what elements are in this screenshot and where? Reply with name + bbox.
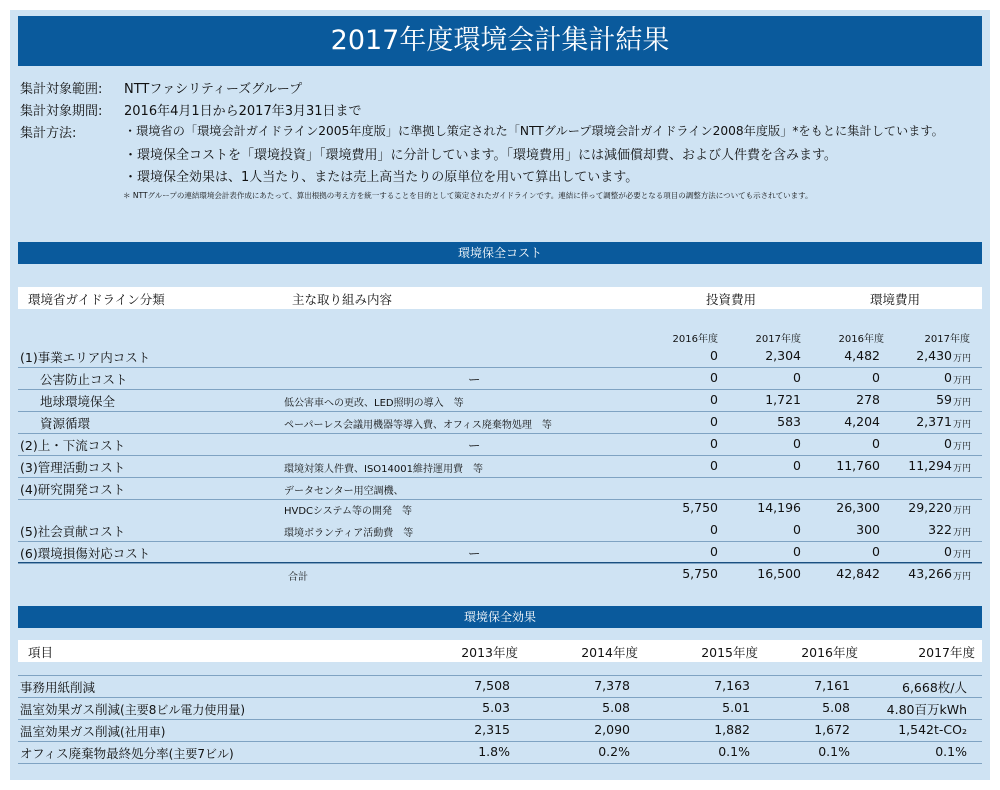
cost-exp-2017: 0 — [944, 544, 952, 559]
cost-content: 環境ボランティア活動費 等 — [284, 528, 414, 539]
cost-content: データセンター用空調機、 — [284, 486, 404, 497]
total-divider — [18, 562, 982, 563]
total-exp-2017: 43,266 — [908, 566, 952, 581]
effect-item — [20, 700, 245, 718]
cost-exp-2017: 0 — [944, 436, 952, 451]
effect-value-y2013: 5.03 — [482, 700, 510, 715]
cost-exp-2016: 278 — [856, 392, 880, 407]
unit-label: 万円 — [953, 464, 972, 474]
cost-inv-2016: 0 — [710, 414, 718, 429]
cost-content: ー — [468, 546, 481, 561]
cost-inv-2016: 0 — [710, 458, 718, 473]
cost-inv-2017: 2,304 — [765, 348, 801, 363]
cost-exp-2017: 322 — [928, 522, 952, 537]
effect-header-row — [18, 640, 982, 662]
cost-exp-2017: 2,430 — [916, 348, 952, 363]
cost-inv-2017: 14,196 — [757, 500, 801, 515]
year-exp-2017: 2017年度 — [924, 334, 970, 345]
environmental-accounting-panel — [10, 10, 990, 780]
cost-content: ー — [468, 372, 481, 387]
cost-inv-2017: 0 — [793, 522, 801, 537]
effect-item-label: 温室効果ガス削減 — [20, 724, 121, 739]
effect-value-y2017: 6,668枚/人 — [902, 680, 967, 695]
total-label: 合計 — [288, 572, 308, 583]
effect-item — [20, 678, 95, 696]
effect-item-sub: (主要7ビル) — [168, 747, 234, 761]
cost-exp-2017: 29,220 — [908, 500, 952, 515]
effect-value-y2017: 4.80百万kWh — [886, 702, 967, 717]
cost-exp-2017: 59 — [936, 392, 952, 407]
header-2016: 2016年度 — [801, 645, 858, 660]
cost-category: 地球環境保全 — [40, 394, 116, 409]
cost-exp-2016: 11,760 — [836, 458, 880, 473]
cost-row-divider — [18, 367, 982, 368]
header-2013: 2013年度 — [461, 645, 518, 660]
cost-category: (5)社会貢献コスト — [20, 524, 126, 539]
cost-row-divider — [18, 541, 982, 542]
unit-label: 万円 — [953, 572, 972, 582]
header-category: 環境省ガイドライン分類 — [28, 292, 165, 307]
effect-value-y2014: 7,378 — [594, 678, 630, 693]
effect-value-y2016: 5.08 — [822, 700, 850, 715]
cost-exp-2017: 2,371 — [916, 414, 952, 429]
effect-value-y2016: 0.1% — [818, 744, 850, 759]
cost-inv-2016: 0 — [710, 348, 718, 363]
cost-inv-2017: 1,721 — [765, 392, 801, 407]
effect-row-divider — [18, 741, 982, 742]
method-line-1: ・環境省の「環境会計ガイドライン2005年度版」に準拠し策定された「NTTグループ環境会計ガイドライン2008年度版」*をもとに集計しています。 — [124, 124, 944, 138]
year-inv-2017: 2017年度 — [755, 334, 801, 345]
header-item: 項目 — [28, 645, 54, 660]
cost-inv-2017: 0 — [793, 544, 801, 559]
cost-inv-2017: 0 — [793, 436, 801, 451]
cost-inv-2017: 0 — [793, 458, 801, 473]
cost-exp-2016: 300 — [856, 522, 880, 537]
method-line-2: ・環境保全コストを「環境投資」「環境費用」に分計しています。「環境費用」には減価償却費、および人件費を含みます。 — [124, 148, 837, 163]
cost-inv-2016: 0 — [710, 392, 718, 407]
effect-item-label: 事務用紙削減 — [20, 680, 96, 695]
cost-exp-2017: 0 — [944, 370, 952, 385]
effect-section-bar: 環境保全効果 — [18, 606, 982, 628]
unit-label: 万円 — [953, 506, 972, 516]
cost-category: (3)管理活動コスト — [20, 460, 126, 475]
cost-header-row — [18, 287, 982, 309]
total-exp-2016: 42,842 — [836, 566, 880, 581]
cost-row-divider — [18, 411, 982, 412]
header-2014: 2014年度 — [581, 645, 638, 660]
effect-value-y2016: 7,161 — [814, 678, 850, 693]
cost-inv-2016: 0 — [710, 522, 718, 537]
unit-label: 万円 — [953, 528, 972, 538]
cost-row-divider — [18, 433, 982, 434]
period-label: 集計対象期間: — [20, 104, 103, 119]
effect-item — [20, 722, 165, 740]
effect-value-y2015: 0.1% — [718, 744, 750, 759]
cost-inv-2016: 0 — [710, 370, 718, 385]
header-2017: 2017年度 — [918, 645, 975, 660]
total-inv-2017: 16,500 — [757, 566, 801, 581]
cost-category: (2)上・下流コスト — [20, 438, 126, 453]
year-inv-2016: 2016年度 — [672, 334, 718, 345]
effect-value-y2013: 7,508 — [474, 678, 510, 693]
cost-content: 低公害車への更改、LED照明の導入 等 — [284, 398, 464, 409]
effect-value-y2014: 0.2% — [598, 744, 630, 759]
cost-row-divider — [18, 563, 982, 564]
effect-value-y2017: 0.1% — [935, 744, 967, 759]
unit-label: 万円 — [953, 442, 972, 452]
cost-inv-2017: 583 — [777, 414, 801, 429]
cost-row-divider — [18, 477, 982, 478]
cost-exp-2016: 4,482 — [844, 348, 880, 363]
effect-value-y2015: 1,882 — [714, 722, 750, 737]
footnote: ＊ NTTグループの連結環境会計表作成にあたって、算出根拠の考え方を統一することを目的として策定されたガイドラインです。連結に伴って調整が必要となる項目の調整方法についても示されています。 — [123, 191, 813, 200]
cost-category: (6)環境損傷対応コスト — [20, 546, 151, 561]
effect-value-y2017: 1,542t-CO₂ — [898, 722, 967, 737]
method-line-3: ・環境保全効果は、1人当たり、または売上高当たりの原単位を用いて算出しています。 — [124, 170, 639, 185]
total-inv-2016: 5,750 — [682, 566, 718, 581]
header-expense: 環境費用 — [870, 292, 921, 307]
cost-exp-2016: 0 — [872, 544, 880, 559]
unit-label: 万円 — [953, 354, 972, 364]
cost-row-divider — [18, 389, 982, 390]
cost-inv-2016: 0 — [710, 544, 718, 559]
effect-item-sub: (社用車) — [120, 725, 166, 739]
unit-label: 万円 — [953, 550, 972, 560]
effect-value-y2014: 5.08 — [602, 700, 630, 715]
effect-value-y2013: 2,315 — [474, 722, 510, 737]
cost-exp-2016: 0 — [872, 436, 880, 451]
header-investment: 投資費用 — [706, 292, 757, 307]
effect-row-divider — [18, 719, 982, 720]
page-title: 2017年度環境会計集計結果 — [18, 16, 982, 66]
effect-row-divider — [18, 697, 982, 698]
header-2015: 2015年度 — [701, 645, 758, 660]
header-content: 主な取り組み内容 — [292, 292, 393, 307]
unit-label: 万円 — [953, 376, 972, 386]
cost-exp-2016: 0 — [872, 370, 880, 385]
cost-exp-2016: 26,300 — [836, 500, 880, 515]
cost-content: ペーパーレス会議用機器等導入費、オフィス廃棄物処理 等 — [284, 420, 552, 431]
cost-content-line2: HVDCシステム等の開発 等 — [284, 506, 413, 517]
unit-label: 万円 — [953, 420, 972, 430]
scope-value: NTTファシリティーズグループ — [124, 82, 303, 97]
effect-item-label: 温室効果ガス削減 — [20, 702, 121, 717]
scope-label: 集計対象範囲: — [20, 82, 103, 97]
cost-row-divider — [18, 455, 982, 456]
cost-exp-2017: 11,294 — [908, 458, 952, 473]
year-exp-2016: 2016年度 — [838, 334, 884, 345]
effect-item-label: オフィス廃棄物最終処分率 — [20, 746, 169, 761]
cost-exp-2016: 4,204 — [844, 414, 880, 429]
effect-item — [20, 744, 234, 762]
method-label: 集計方法: — [20, 126, 77, 141]
period-value: 2016年4月1日から2017年3月31日まで — [124, 104, 362, 119]
effect-item-sub: (主要8ビル電力使用量) — [120, 703, 246, 717]
effect-row-divider — [18, 675, 982, 676]
cost-category: 資源循環 — [40, 416, 91, 431]
effect-bottom-divider — [18, 763, 982, 764]
cost-inv-2016: 5,750 — [682, 500, 718, 515]
cost-category: 公害防止コスト — [40, 372, 128, 387]
cost-content: ー — [468, 438, 481, 453]
effect-value-y2016: 1,672 — [814, 722, 850, 737]
cost-content: 環境対策人件費、ISO14001維持運用費 等 — [284, 464, 483, 475]
cost-category: (4)研究開発コスト — [20, 482, 126, 497]
effect-value-y2015: 5.01 — [722, 700, 750, 715]
effect-value-y2013: 1.8% — [478, 744, 510, 759]
effect-value-y2014: 2,090 — [594, 722, 630, 737]
cost-category: (1)事業エリア内コスト — [20, 350, 151, 365]
cost-inv-2017: 0 — [793, 370, 801, 385]
cost-section-bar: 環境保全コスト — [18, 242, 982, 264]
unit-label: 万円 — [953, 398, 972, 408]
cost-inv-2016: 0 — [710, 436, 718, 451]
effect-value-y2015: 7,163 — [714, 678, 750, 693]
